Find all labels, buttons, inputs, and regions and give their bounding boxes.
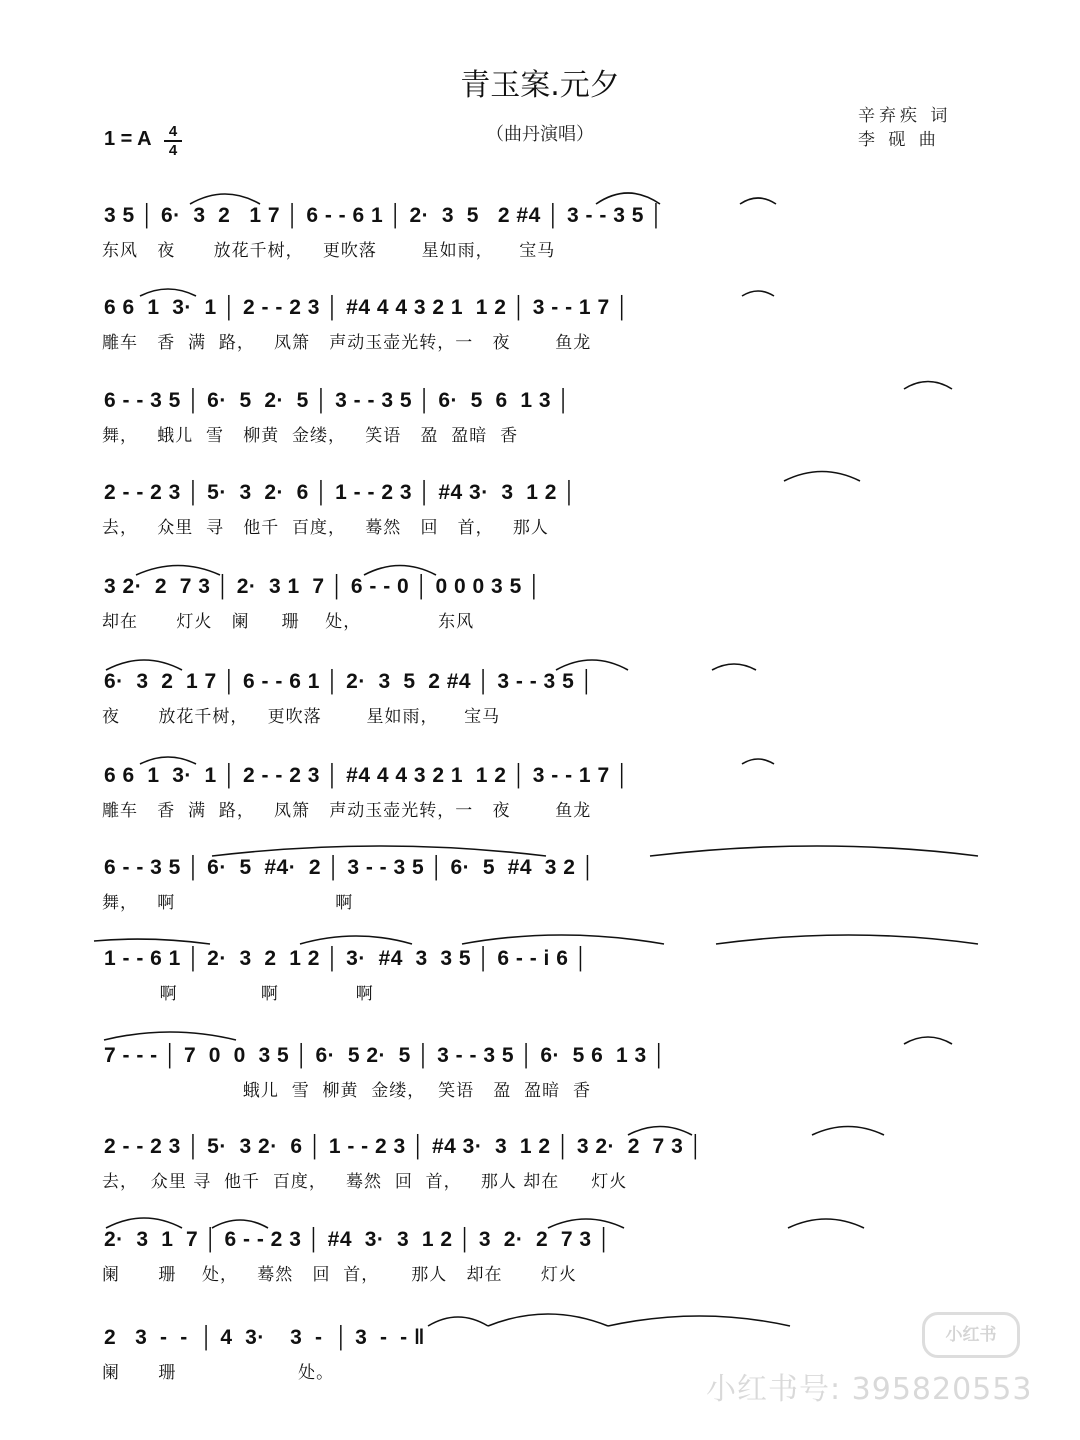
slur-arc xyxy=(106,660,182,670)
xiaohongshu-logo: 小红书 xyxy=(922,1312,1020,1358)
lyrics-row: 舞， 啊 啊 xyxy=(102,893,354,913)
song-title: 青玉案.元夕 xyxy=(460,68,620,103)
watermark: 小红书号: 395820553 xyxy=(706,1372,1033,1407)
notation-row: 6· 3 2 1 7 │ 6 - - 6 1 │ 2· 3 5 2 #4 │ 3 - - 3 5 │ xyxy=(104,670,595,693)
lyrics-row: 去， 众里 寻 他千 百度， 蓦然 回 首， 那人 xyxy=(102,518,549,538)
slur-arc xyxy=(190,194,260,204)
slur-arc xyxy=(136,566,220,576)
notation-row: 2 3 - - │ 4 3· 3 - │ 3 - - ‖ xyxy=(104,1326,425,1349)
notation-row: 2 - - 2 3 │ 5· 3 2· 6 │ 1 - - 2 3 │ #4 3· 3 1 2 │ xyxy=(104,481,577,504)
slur-arc xyxy=(428,1317,488,1326)
performer-note: （曲丹演唱） xyxy=(486,124,594,145)
lyrics-row: 阑 珊 处， 蓦然 回 首， 那人 却在 灯火 xyxy=(102,1265,577,1285)
slur-arc xyxy=(104,1032,236,1040)
notation-row: 1 - - 6 1 │ 2· 3 2 1 2 │ 3· #4 3 3 5 │ 6 - - i 6 │ xyxy=(104,947,589,970)
lyrics-row: 东风 夜 放花千树， 更吹落 星如雨， 宝马 xyxy=(102,241,556,261)
slur-arc xyxy=(788,1219,864,1228)
key-signature: 1 = A xyxy=(104,128,152,150)
lyrics-row: 雕车 香 满 路， 凤箫 声动玉壶光转，一 夜 鱼龙 xyxy=(102,333,592,353)
slur-arc xyxy=(740,198,776,204)
slur-arc xyxy=(212,846,546,856)
slur-arc xyxy=(742,291,774,296)
lyrics-row: 去， 众里 寻 他千 百度， 蓦然 回 首， 那人 却在 灯火 xyxy=(102,1172,628,1192)
notation-row: 6 6 1 3· 1 │ 2 - - 2 3 │ #4 4 4 3 2 1 1 2 │ 3 - - 1 7 │ xyxy=(104,296,630,319)
slur-arc xyxy=(548,1219,624,1228)
notation-row: 3 5 │ 6· 3 2 1 7 │ 6 - - 6 1 │ 2· 3 5 2 #4 │ 3 - - 3 5 │ xyxy=(104,204,664,227)
slur-arc xyxy=(364,566,436,576)
notation-row: 6 - - 3 5 │ 6· 5 #4· 2 │ 3 - - 3 5 │ 6· 5 #4 3 2 │ xyxy=(104,856,596,879)
slur-arc xyxy=(716,935,978,944)
notation-row: 7 - - - │ 7 0 0 3 5 │ 6· 5 2· 5 │ 3 - - 3 5 │ 6· 5 6 1 3 │ xyxy=(104,1044,667,1067)
slur-arc xyxy=(596,193,660,204)
slur-arc xyxy=(650,846,978,856)
slur-arc xyxy=(628,1127,692,1136)
lyrics-row: 却在 灯火 阑 珊 处， 东风 xyxy=(102,612,475,632)
slur-arc xyxy=(300,936,412,944)
lyrics-row: 啊 啊 啊 xyxy=(102,984,374,1004)
notation-row: 3 2· 2 7 3 │ 2· 3 1 7 │ 6 - - 0 │ 0 0 0 3 5 │ xyxy=(104,575,542,598)
slur-arc xyxy=(488,1314,608,1326)
lyrics-row: 雕车 香 满 路， 凤箫 声动玉壶光转，一 夜 鱼龙 xyxy=(102,801,592,821)
notation-row: 2 - - 2 3 │ 5· 3 2· 6 │ 1 - - 2 3 │ #4 3· 3 1 2 │ 3 2· 2 7 3 │ xyxy=(104,1135,704,1158)
slur-arc xyxy=(106,1218,182,1228)
slur-arc xyxy=(140,757,196,764)
lyrics-row: 阑 珊 处。 xyxy=(102,1363,335,1383)
slur-arc xyxy=(742,759,774,764)
time-signature-bottom: 4 xyxy=(168,142,178,159)
slur-arc xyxy=(784,472,860,482)
slur-arc xyxy=(712,664,756,670)
slur-arc xyxy=(212,1220,268,1228)
slur-arc xyxy=(140,289,196,296)
lyrics-row: 蛾儿 雪 柳黄 金缕， 笑语 盈 盈暗 香 xyxy=(102,1081,591,1101)
slur-arc xyxy=(462,935,664,944)
time-signature-top: 4 xyxy=(168,123,178,140)
lyricist-credit: 辛弃疾 词 xyxy=(858,106,952,126)
slur-arc xyxy=(94,939,210,944)
slur-arc xyxy=(812,1127,884,1136)
notation-row: 2· 3 1 7 │ 6 - - 2 3 │ #4 3· 3 1 2 │ 3 2· 2 7 3 │ xyxy=(104,1228,612,1251)
notation-row: 6 6 1 3· 1 │ 2 - - 2 3 │ #4 4 4 3 2 1 1 2 │ 3 - - 1 7 │ xyxy=(104,764,630,787)
composer-credit: 李 砚 曲 xyxy=(858,130,940,150)
notation-row: 6 - - 3 5 │ 6· 5 2· 5 │ 3 - - 3 5 │ 6· 5 6 1 3 │ xyxy=(104,389,572,412)
slur-arc xyxy=(556,660,628,670)
slur-arc xyxy=(904,382,952,390)
slur-arc xyxy=(904,1037,952,1044)
slur-arc xyxy=(608,1316,790,1326)
lyrics-row: 夜 放花千树， 更吹落 星如雨， 宝马 xyxy=(102,707,501,727)
lyrics-row: 舞， 蛾儿 雪 柳黄 金缕， 笑语 盈 盈暗 香 xyxy=(102,426,519,446)
